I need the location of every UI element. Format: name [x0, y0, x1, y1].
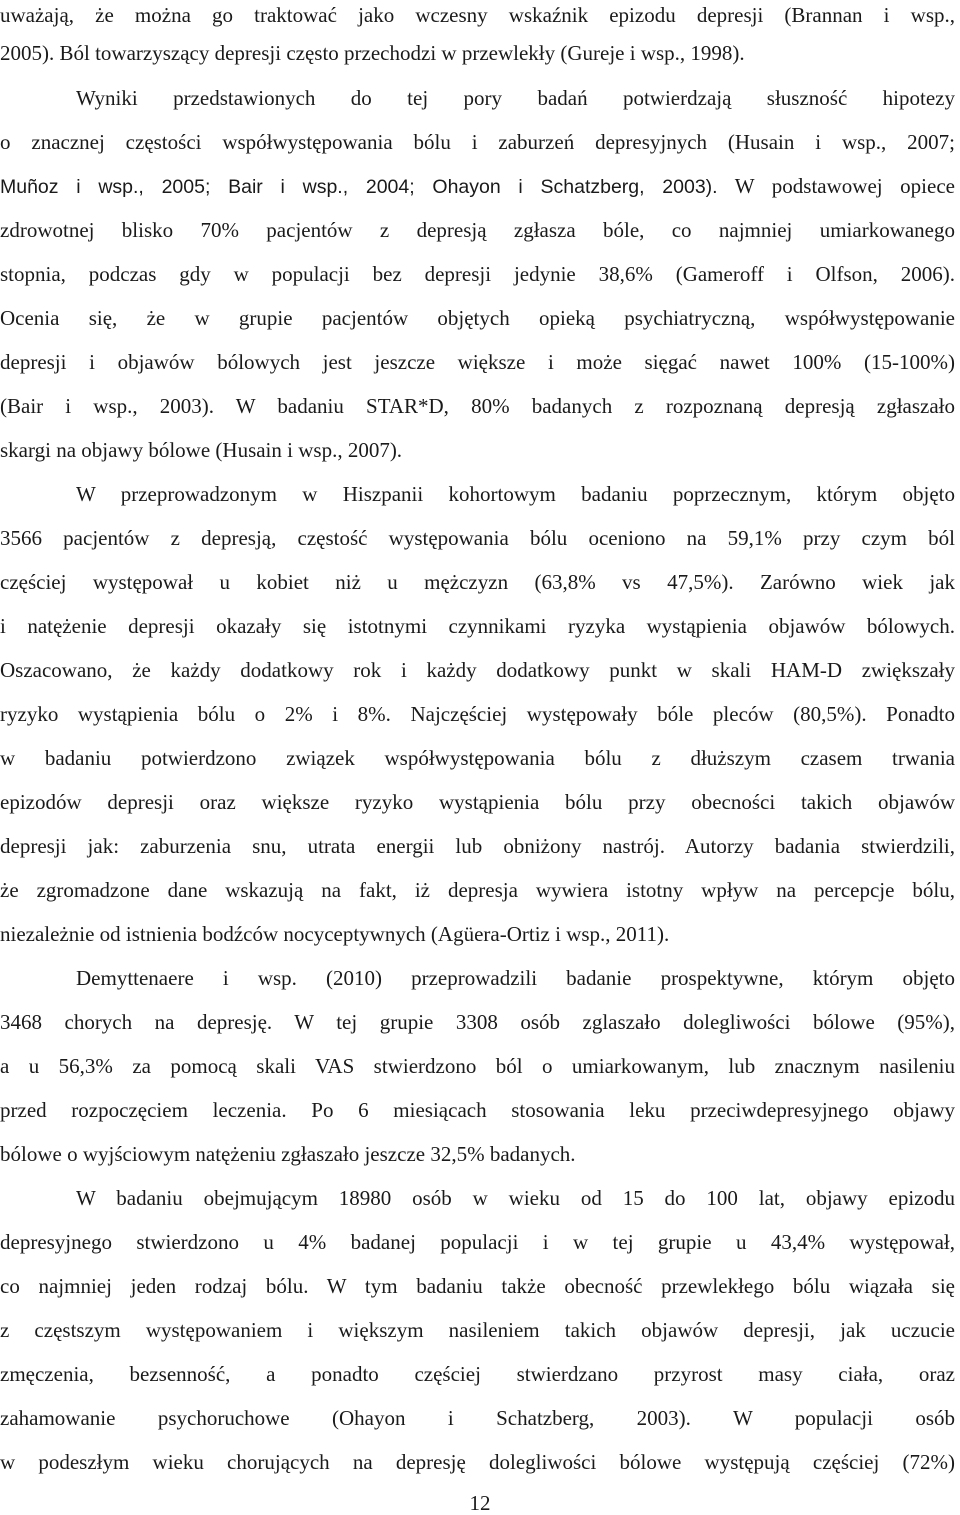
- text-line: Ocenia się, że w grupie pacjentów objętych opieką psychiatryczną, współwystępowanie: [0, 306, 955, 330]
- text-line: 3468 chorych na depresję. W tej grupie 3308 osób zglaszało dolegliwości bólowe (95%),: [0, 1010, 955, 1034]
- text-line: depresji i objawów bólowych jest jeszcze większe i może sięgać nawet 100% (15-100%): [0, 350, 955, 374]
- text-line: [0, 171, 955, 202]
- text-line: co najmniej jeden rodzaj bólu. W tym badaniu także obecność przewlekłego bólu wiązała się: [0, 1274, 955, 1298]
- text-line: w podeszłym wieku chorujących na depresję dolegliwości bólowe występują częściej (72%): [0, 1450, 955, 1474]
- text-line: częściej występował u kobiet niż u mężczyzn (63,8% vs 47,5%). Zarówno wiek jak: [0, 570, 955, 594]
- text-line: Oszacowano, że każdy dodatkowy rok i każdy dodatkowy punkt w skali HAM-D zwiększały: [0, 658, 955, 682]
- text-line: W przeprowadzonym w Hiszpanii kohortowym badaniu poprzecznym, którym objęto: [76, 482, 955, 506]
- text-line: W badaniu obejmującym 18980 osób w wieku od 15 do 100 lat, objawy epizodu: [76, 1186, 955, 1210]
- text-line: ryzyko wystąpienia bólu o 2% i 8%. Najczęściej występowały bóle pleców (80,5%). Ponadto: [0, 702, 955, 726]
- text-line: epizodów depresji oraz większe ryzyko wystąpienia bólu przy obecności takich objawów: [0, 790, 955, 814]
- text-span: W podstawowej opiece: [717, 174, 955, 198]
- text-line: depresji jak: zaburzenia snu, utrata energii lub obniżony nastrój. Autorzy badania stwierdzili,: [0, 834, 955, 858]
- text-line: a u 56,3% za pomocą skali VAS stwierdzono ból o umiarkowanym, lub znacznym nasileniu: [0, 1054, 955, 1078]
- text-line: niezależnie od istnienia bodźców nocyceptywnych (Agüera-Ortiz i wsp., 2011).: [0, 922, 670, 946]
- citation-span: Muñoz i wsp., 2005; Bair i wsp., 2004; Ohayon i Schatzberg, 2003).: [0, 176, 718, 198]
- text-line: Demyttenaere i wsp. (2010) przeprowadzili badanie prospektywne, którym objęto: [76, 966, 955, 990]
- text-line: zdrowotnej blisko 70% pacjentów z depresją zgłasza bóle, co najmniej umiarkowanego: [0, 218, 955, 242]
- text-line: 2005). Ból towarzyszący depresji często przechodzi w przewlekły (Gureje i wsp., 1998).: [0, 41, 745, 65]
- text-line: że zgromadzone dane wskazują na fakt, iż depresja wywiera istotny wpływ na percepcje bólu,: [0, 878, 955, 902]
- text-line: depresyjnego stwierdzono u 4% badanej populacji i w tej grupie u 43,4% występował,: [0, 1230, 955, 1254]
- text-line: przed rozpoczęciem leczenia. Po 6 miesiącach stosowania leku przeciwdepresyjnego objawy: [0, 1098, 955, 1122]
- text-line: skargi na objawy bólowe (Husain i wsp., 2007).: [0, 438, 403, 462]
- text-line: Wyniki przedstawionych do tej pory badań potwierdzają słuszność hipotezy: [76, 86, 955, 110]
- text-line: o znacznej częstości współwystępowania bólu i zaburzeń depresyjnych (Husain i wsp., 2007;: [0, 130, 955, 154]
- text-line: uważają, że można go traktować jako wczesny wskaźnik epizodu depresji (Brannan i wsp.,: [0, 3, 955, 27]
- text-line: w badaniu potwierdzono związek współwystępowania bólu z dłuższym czasem trwania: [0, 746, 955, 770]
- page-number: 12: [469, 1491, 491, 1515]
- text-line: stopnia, podczas gdy w populacji bez depresji jedynie 38,6% (Gameroff i Olfson, 2006).: [0, 262, 955, 286]
- text-line: 3566 pacjentów z depresją, częstość występowania bólu oceniono na 59,1% przy czym ból: [0, 526, 955, 550]
- text-line: bólowe o wyjściowym natężeniu zgłaszało jeszcze 32,5% badanych.: [0, 1142, 576, 1166]
- text-line: i natężenie depresji okazały się istotnymi czynnikami ryzyka wystąpienia objawów bólowych.: [0, 614, 955, 638]
- text-line: z częstszym występowaniem i większym nasileniem takich objawów depresji, jak uczucie: [0, 1318, 955, 1342]
- text-line: (Bair i wsp., 2003). W badaniu STAR*D, 80% badanych z rozpoznaną depresją zgłaszało: [0, 394, 955, 418]
- text-line: zmęczenia, bezsenność, a ponadto częściej stwierdzano przyrost masy ciała, oraz: [0, 1362, 955, 1386]
- text-line: zahamowanie psychoruchowe (Ohayon i Schatzberg, 2003). W populacji osób: [0, 1406, 955, 1430]
